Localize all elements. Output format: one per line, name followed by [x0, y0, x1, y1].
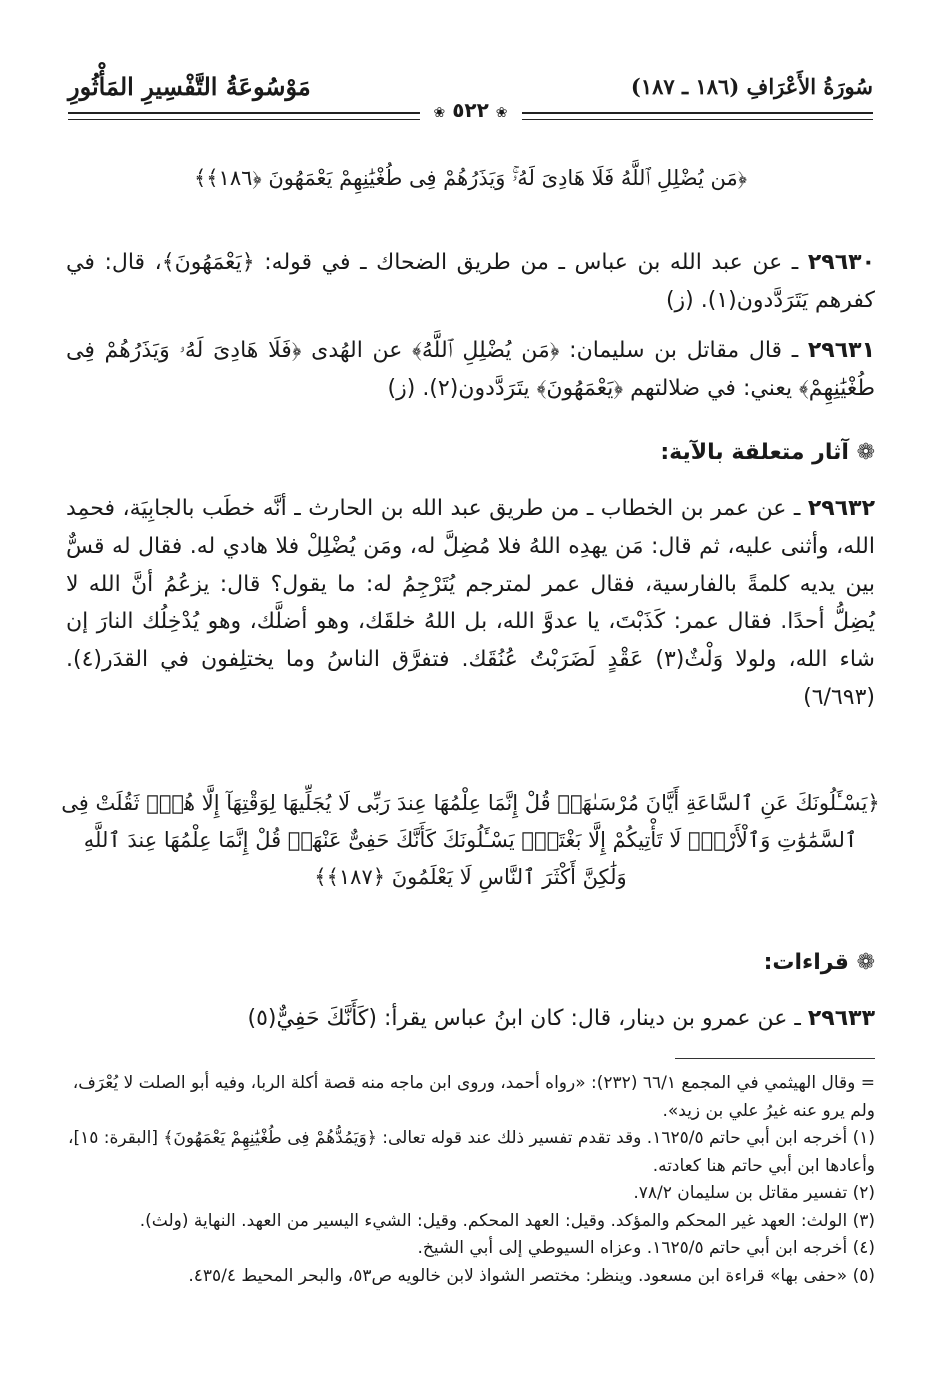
flower-icon: ❁	[856, 950, 875, 975]
narration-text: ـ قال مقاتل بن سليمان: ﴿مَن يُضْلِلِ ٱللَّهُ﴾ عن الهُدى ﴿فَلَا هَادِىَ لَهُۥ وَيَذَرُهُمْ فِى طُغْيَٰنِهِمْ﴾ يعني: في ضلالتهم ﴿يَعْمَهُونَ﴾ يتَرَدَّدون(٢). (ز)	[66, 338, 875, 401]
footnote-rule	[675, 1058, 875, 1059]
section-heading-text: قراءات:	[763, 950, 849, 975]
page-number-text: ٥٢٢	[452, 98, 489, 122]
narration-text: ـ عن عمرو بن دينار، قال: كان ابنُ عباس يقرأ: (كَأَنَّكَ حَفِيٌّ(٥)	[247, 1006, 801, 1031]
footnote: (٥) «حفى بها» قراءة ابن مسعود. وينظر: مختصر الشواذ لابن خالويه ص٥٣، والبحر المحيط ٤٣٥/٤.	[188, 1265, 875, 1286]
narration-number: ٢٩٦٣٣	[807, 1006, 875, 1031]
narration-29630	[66, 244, 875, 320]
footnote: (١) أخرجه ابن أبي حاتم ١٦٢٥/٥. وقد تقدم تفسير ذلك عند قوله تعالى: ﴿وَيَمُدُّهُمْ فِى طُغْيَٰنِهِمْ يَعْمَهُونَ﴾ [البقرة: ١٥]، وأعادها ابن أبي حاتم هنا كعادته.	[67, 1128, 875, 1176]
narration-29632	[66, 490, 875, 717]
flower-icon: ❁	[856, 440, 875, 465]
section-heading-qiraat	[764, 950, 875, 975]
ornament-icon: ❀	[495, 105, 508, 121]
quran-verse-187: ﴿يَسْـَٔلُونَكَ عَنِ ٱلسَّاعَةِ أَيَّانَ مُرْسَىٰهَاۖ قُلْ إِنَّمَا عِلْمُهَا عِندَ رَبِّى لَا يُجَلِّيهَا لِوَقْتِهَآ إِلَّا هُوَۚ ثَقُلَتْ فِى ٱلسَّمَٰوَٰتِ وَٱلْأَرْضِۚ لَا تَأْتِيكُمْ إِلَّا بَغْتَةًۗ يَسْـَٔلُونَكَ كَأَنَّكَ حَفِىٌّ عَنْهَاۖ قُلْ إِنَّمَا عِلْمُهَا عِندَ ٱللَّهِ وَلَٰكِنَّ أَكْثَرَ ٱلنَّاسِ لَا يَعْلَمُونَ ﴿١٨٧﴾﴾	[61, 791, 880, 889]
ornament-icon: ❀	[433, 105, 446, 121]
narration-29633	[66, 1000, 875, 1038]
page-number	[419, 98, 521, 122]
narration-29631	[66, 332, 875, 408]
footnote: = وقال الهيثمي في المجمع ٦٦/١ (٢٣٢): «رواه أحمد، وروى ابن ماجه منه قصة أكلة الربا، وفيه أبو الصلت لا يُعْرَف، ولم يرو عنه غيرُ علي بن زيد».	[72, 1073, 875, 1121]
book-title: مَوْسُوعَةُ التَّفْسِيرِ المَأْثُورِ	[68, 72, 311, 101]
section-heading-athar	[660, 440, 875, 465]
footnote: (٢) تفسير مقاتل بن سليمان ٧٨/٢.	[633, 1183, 875, 1204]
narration-text: ـ عن عمر بن الخطاب ـ من طريق عبد الله بن الحارث ـ أنَّه خطَب بالجابِيَة، فحمِد الله، وأثنى عليه، ثم قال: مَن يهدِه اللهُ فلا مُضِلَّ له، ومَن يُضْلِلْ فلا هادي له. فقال له قسٌّ بين يديه كلمةً بالفارسية، فقال عمر لمترجم يُتَرْجِمُ له: ما يقول؟ قال: يزعُمُ أنَّ الله لا يُضِلُّ أحدًا. فقال عمر: كَذَبْتَ، يا عدوَّ الله، بل اللهُ خلقَك، وهو أضلَّك، وهو يُدْخِلُك النارَ إن شاء الله، ولولا وَلْثٌ(٣) عَقْدٍ لَضَرَبْتُ عُنُقَك. فتفرَّق الناسُ وما يختلِفون في القدَر(٤). (٦/٦٩٣)	[66, 496, 875, 711]
narration-number: ٢٩٦٣٢	[807, 496, 875, 521]
footnote: (٣) الولث: العهد غير المحكم والمؤكد. وقيل: العهد المحكم. وقيل: الشيء اليسير من العهد. النهاية (ولث).	[139, 1210, 875, 1231]
footnotes	[66, 1070, 875, 1290]
surah-title: سُورَةُ الأَعْرَافِ (١٨٦ ـ ١٨٧)	[630, 74, 873, 99]
narration-text: ـ عن عبد الله بن عباس ـ من طريق الضحاك ـ في قوله: ﴿يَعْمَهُونَ﴾، قال: في كفرهم يَتَرَدَّدون(١). (ز)	[66, 250, 875, 313]
narration-number: ٢٩٦٣١	[807, 338, 875, 363]
footnote: (٤) أخرجه ابن أبي حاتم ١٦٢٥/٥. وعزاه السيوطي إلى أبي الشيخ.	[417, 1238, 875, 1259]
quran-verse-186: ﴿مَن يُضْلِلِ ٱللَّهُ فَلَا هَادِىَ لَهُۥۚ وَيَذَرُهُمْ فِى طُغْيَٰنِهِمْ يَعْمَهُونَ ﴿١٨٦﴾﴾	[193, 166, 748, 190]
section-heading-text: آثار متعلقة بالآية:	[660, 440, 849, 465]
narration-number: ٢٩٦٣٠	[807, 250, 875, 275]
